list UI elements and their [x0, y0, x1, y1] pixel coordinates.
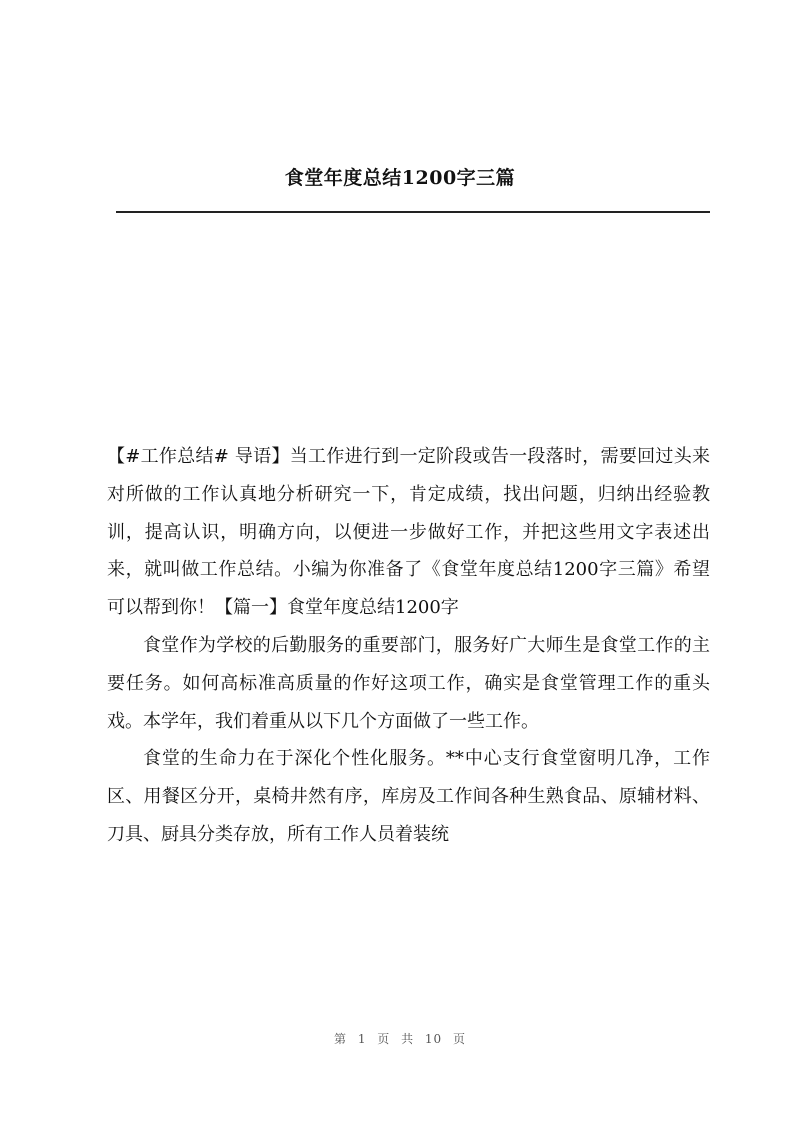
intro-paragraph: 【#工作总结# 导语】当工作进行到一定阶段或告一段落时，需要回过头来对所做的工作认真地分析研究一下，肯定成绩，找出问题，归纳出经验教训，提高认识，明确方向，以便进一步做好工作，并把这些用文字表述出来，就叫做工作总结。小编为你准备了《食堂年度总结1200字三篇》希望可以帮到你！【篇一】食堂年度总结1200字 — [107, 446, 710, 619]
body-paragraph-2: 食堂的生命力在于深化个性化服务。**中心支行食堂窗明几净，工作区、用餐区分开，桌椅井然有序，库房及工作间各种生熟食品、原辅材料、刀具、厨具分类存放，所有工作人员着装统 — [107, 748, 710, 845]
body-paragraph-1: 食堂作为学校的后勤服务的重要部门，服务好广大师生是食堂工作的主要任务。如何高标准高质量的作好这项工作，确实是食堂管理工作的重头戏。本学年，我们着重从以下几个方面做了一些工作。 — [107, 634, 710, 732]
document-title: 食堂年度总结1200字三篇 — [284, 167, 516, 189]
title-divider — [116, 211, 710, 213]
page-number-footer: 第 1 页 共 10 页 — [334, 1032, 466, 1046]
document-body — [107, 438, 710, 854]
